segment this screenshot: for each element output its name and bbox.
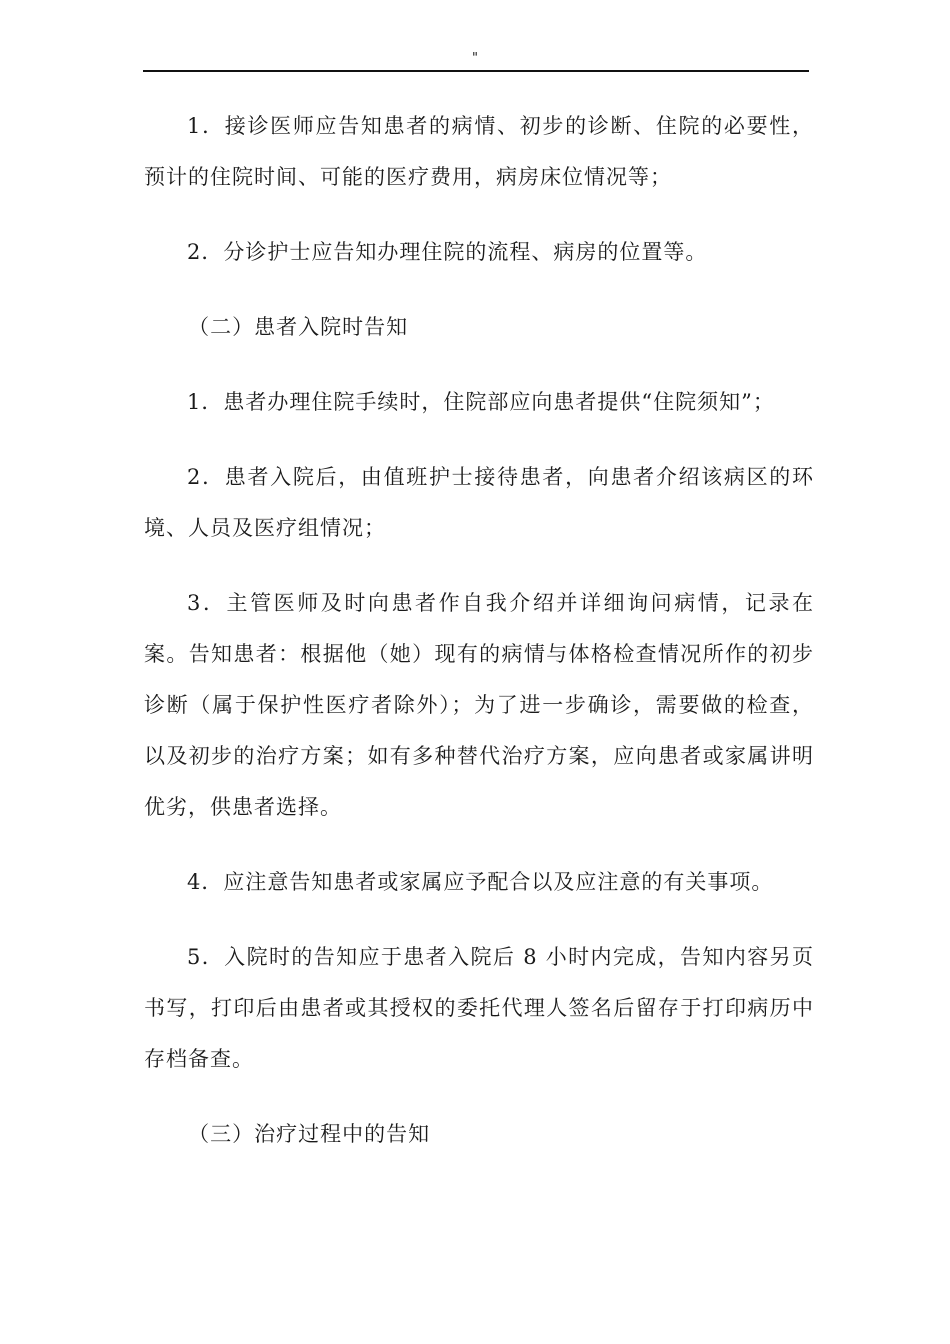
paragraph-3: 1．患者办理住院手续时，住院部应向患者提供“住院须知”； xyxy=(187,390,775,414)
paragraph-1: 1．接诊医师应告知患者的病情、初步的诊断、住院的必要性，预计的住院时间、可能的医疗费用，病房床位情况等； xyxy=(144,114,814,189)
paragraph-7: 5．入院时的告知应于患者入院后 8 小时内完成，告知内容另页书写，打印后由患者或其授权的委托代理人签名后留存于打印病历中存档备查。 xyxy=(144,945,814,1071)
paragraph-6: 4．应注意告知患者或家属应予配合以及应注意的有关事项。 xyxy=(187,870,774,894)
paragraph-2: 2．分诊护士应告知办理住院的流程、病房的位置等。 xyxy=(187,240,708,264)
section-heading-3: （三）治疗过程中的告知 xyxy=(188,1122,431,1146)
paragraph-5: 3．主管医师及时向患者作自我介绍并详细询问病情，记录在案。告知患者：根据他（她）现有的病情与体格检查情况所作的初步诊断（属于保护性医疗者除外）；为了进一步确诊，需要做的检查，以及初步的治疗方案；如有多种替代治疗方案，应向患者或家属讲明优劣，供患者选择。 xyxy=(144,591,814,819)
header-rule xyxy=(143,70,809,72)
document-body xyxy=(144,101,814,1160)
page-header-mark: " xyxy=(472,51,478,66)
section-heading-2: （二）患者入院时告知 xyxy=(188,315,409,339)
paragraph-4: 2．患者入院后，由值班护士接待患者，向患者介绍该病区的环境、人员及医疗组情况； xyxy=(144,465,814,540)
